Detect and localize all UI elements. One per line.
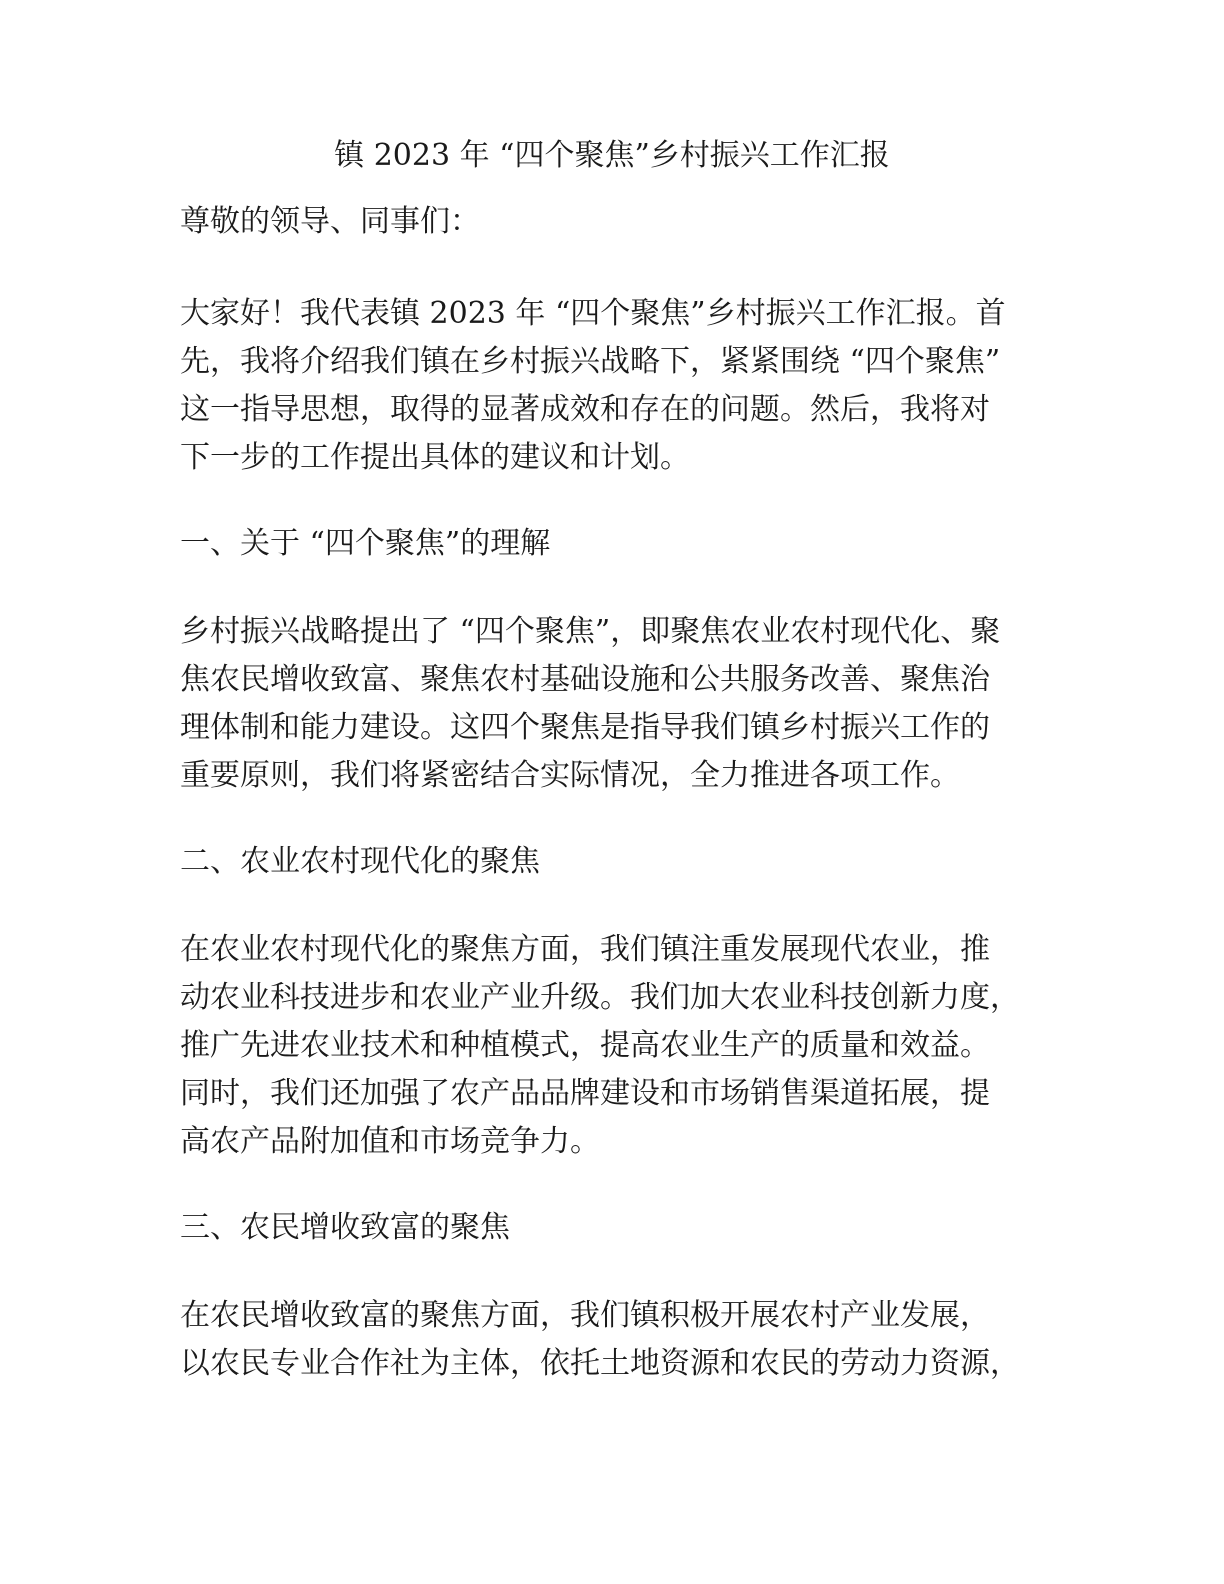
greeting-text: 尊敬的领导、同事们：: [180, 204, 480, 239]
paragraph-line: 乡村振兴战略提出了 “四个聚焦”，即聚焦农业农村现代化、聚: [180, 614, 1001, 649]
section-heading-text: 一、关于 “四个聚焦”的理解: [180, 526, 551, 561]
section-heading-3: [180, 1204, 1050, 1252]
section-3-paragraph: [180, 1292, 1050, 1388]
paragraph-line: 理体制和能力建设。这四个聚焦是指导我们镇乡村振兴工作的: [180, 710, 990, 745]
paragraph-line: 下一步的工作提出具体的建议和计划。: [180, 440, 690, 475]
section-heading-text: 二、农业农村现代化的聚焦: [180, 844, 540, 879]
document-title: 镇 2023 年 “四个聚焦”乡村振兴工作汇报: [334, 138, 890, 173]
intro-paragraph: [180, 290, 1050, 482]
paragraph-line: 在农民增收致富的聚焦方面，我们镇积极开展农村产业发展，: [180, 1298, 990, 1333]
paragraph-line: 重要原则，我们将紧密结合实际情况，全力推进各项工作。: [180, 758, 960, 793]
paragraph-line: 在农业农村现代化的聚焦方面，我们镇注重发展现代农业，推: [180, 932, 990, 967]
section-heading-text: 三、农民增收致富的聚焦: [180, 1210, 510, 1245]
greeting: [180, 198, 1050, 246]
paragraph-line: 高农产品附加值和市场竞争力。: [180, 1124, 600, 1159]
section-2-paragraph: [180, 926, 1050, 1166]
paragraph-line: 以农民专业合作社为主体，依托土地资源和农民的劳动力资源，: [180, 1346, 1020, 1381]
paragraph-line: 大家好！我代表镇 2023 年 “四个聚焦”乡村振兴工作汇报。首: [180, 296, 1006, 331]
section-heading-1: [180, 520, 1050, 568]
paragraph-line: 推广先进农业技术和种植模式，提高农业生产的质量和效益。: [180, 1028, 990, 1063]
paragraph-line: 这一指导思想，取得的显著成效和存在的问题。然后，我将对: [180, 392, 990, 427]
paragraph-line: 动农业科技进步和农业产业升级。我们加大农业科技创新力度，: [180, 980, 1020, 1015]
paragraph-line: 焦农民增收致富、聚焦农村基础设施和公共服务改善、聚焦治: [180, 662, 990, 697]
section-1-paragraph: [180, 608, 1050, 800]
paragraph-line: 同时，我们还加强了农产品品牌建设和市场销售渠道拓展，提: [180, 1076, 990, 1111]
section-heading-2: [180, 838, 1050, 886]
paragraph-line: 先，我将介绍我们镇在乡村振兴战略下，紧紧围绕 “四个聚焦”: [180, 344, 1001, 379]
